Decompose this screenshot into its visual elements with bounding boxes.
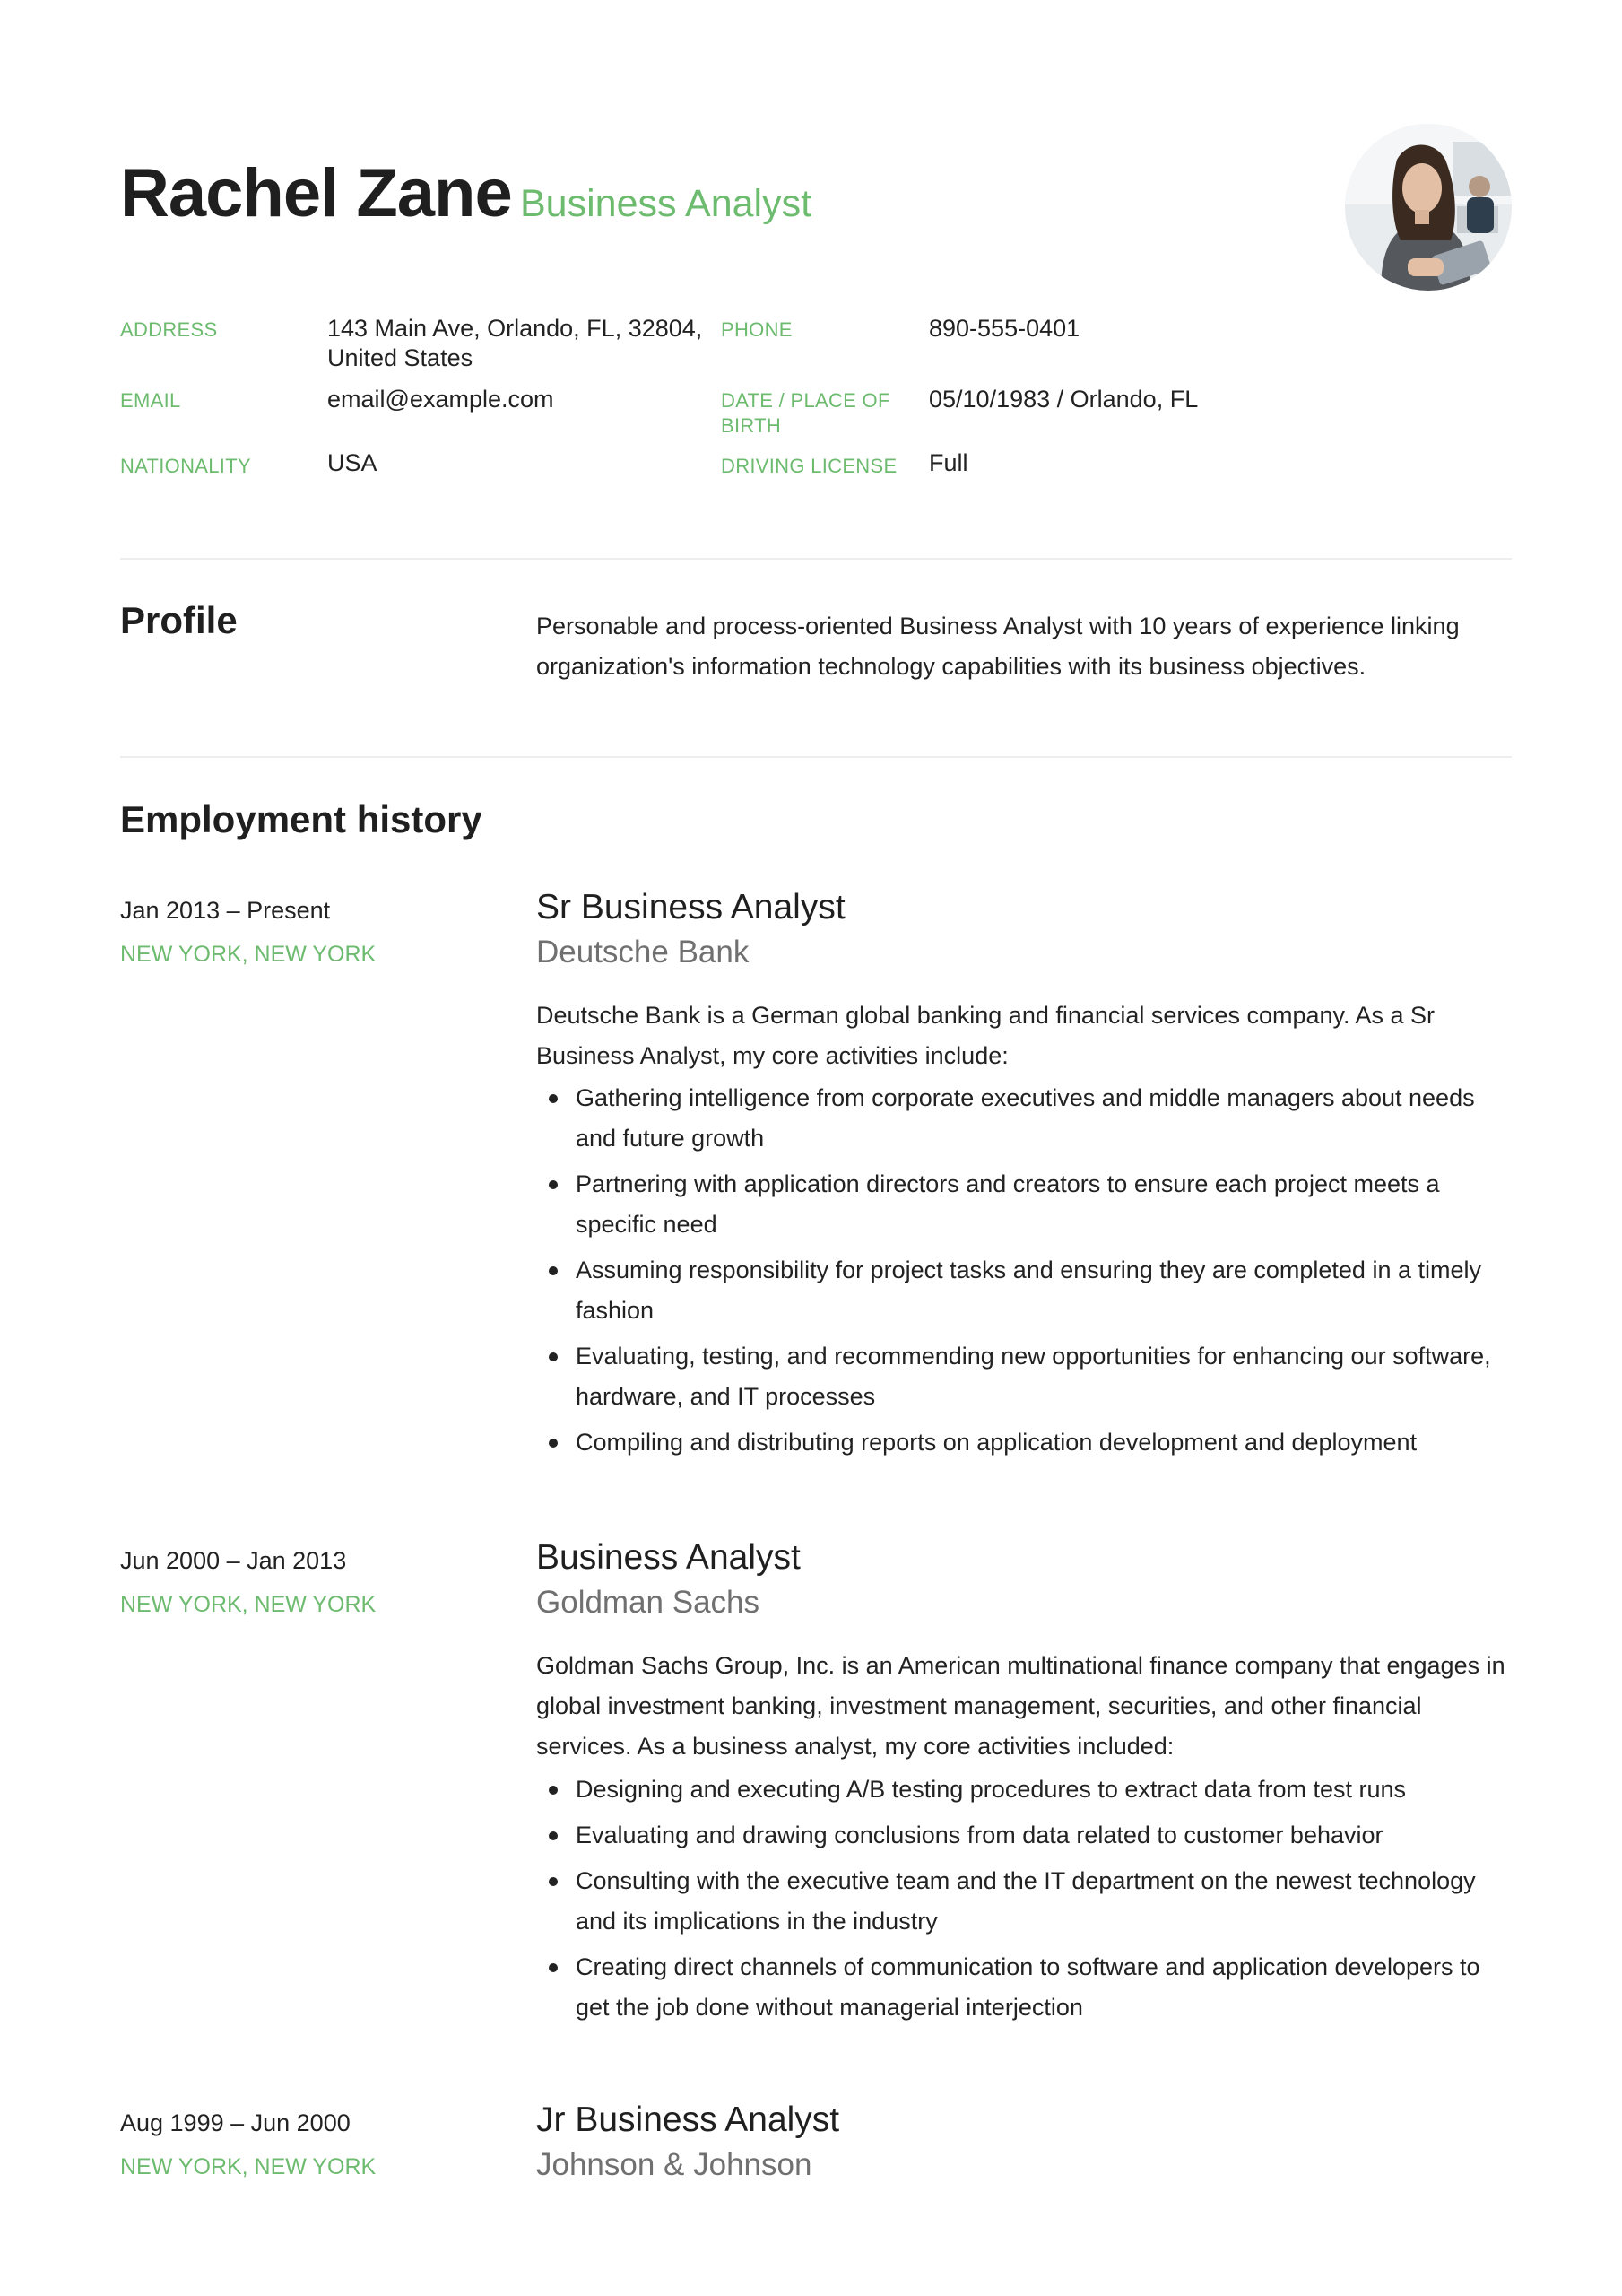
address-line-2: United States (327, 344, 473, 371)
list-item: Gathering intelligence from corporate executives and middle managers about needs and future growth (536, 1078, 1514, 1159)
address-label: ADDRESS (120, 318, 218, 341)
list-item: Designing and executing A/B testing procedures to extract data from test runs (536, 1770, 1514, 1810)
job-location: NEW YORK, NEW YORK (120, 2154, 377, 2179)
list-item: Compiling and distributing reports on application development and deployment (536, 1422, 1514, 1463)
nationality-value: USA (327, 449, 377, 476)
candidate-name: Rachel Zane (120, 155, 512, 231)
employment-heading: Employment history (120, 798, 482, 840)
job-location: NEW YORK, NEW YORK (120, 1592, 377, 1617)
job-title: Sr Business Analyst (536, 888, 846, 926)
list-item: Assuming responsibility for project tasks and ensuring they are completed in a timely fashion (536, 1250, 1514, 1331)
job-location: NEW YORK, NEW YORK (120, 942, 377, 967)
divider (120, 756, 1512, 758)
job-title: Business Analyst (536, 1538, 801, 1577)
nationality-label: NATIONALITY (120, 455, 251, 477)
bullet-icon (549, 1831, 558, 1840)
bullet-icon (549, 1266, 558, 1275)
bullet-icon (549, 1439, 558, 1448)
list-item: Evaluating and drawing conclusions from data related to customer behavior (536, 1815, 1514, 1856)
bullet-icon (549, 1180, 558, 1189)
profile-photo (1345, 124, 1512, 291)
job-description: Goldman Sachs Group, Inc. is an American multinational finance company that engages in global investment banking, investment management, securities, and other financial services. As a business analyst, my core activities included: (536, 1652, 1505, 1760)
dob-label (721, 388, 890, 439)
bullet-icon (549, 1352, 558, 1361)
profile-summary: Personable and process-oriented Business Analyst with 10 years of experience linking organization's information technology capabilities with its business objectives. (536, 613, 1460, 680)
job-dates: Jan 2013 – Present (120, 897, 331, 924)
phone-label: PHONE (721, 318, 793, 341)
license-value: Full (929, 449, 968, 476)
list-item: Creating direct channels of communication to software and application developers to get the job done without managerial interjection (536, 1947, 1514, 2028)
job-company: Goldman Sachs (536, 1585, 760, 1620)
job-dates: Aug 1999 – Jun 2000 (120, 2109, 351, 2136)
bullet-icon (549, 1094, 558, 1103)
list-item: Partnering with application directors and creators to ensure each project meets a specific need (536, 1164, 1514, 1245)
email-value: email@example.com (327, 386, 554, 413)
job-title: Jr Business Analyst (536, 2100, 840, 2139)
address-line-1: 143 Main Ave, Orlando, FL, 32804, (327, 315, 703, 342)
bullet-icon (549, 1963, 558, 1972)
bullet-icon (549, 1786, 558, 1795)
job-dates: Jun 2000 – Jan 2013 (120, 1547, 347, 1574)
job-company: Johnson & Johnson (536, 2147, 812, 2182)
dob-label-line-1: DATE / PLACE OF (721, 389, 890, 412)
license-label: DRIVING LICENSE (721, 455, 898, 477)
bullet-icon (549, 1877, 558, 1886)
candidate-role: Business Analyst (520, 182, 812, 225)
job-description: Deutsche Bank is a German global banking and financial services company. As a Sr Business Analyst, my core activities include: (536, 1002, 1436, 1069)
job-bullet-list (536, 1078, 1514, 1468)
email-label: EMAIL (120, 389, 181, 412)
list-item: Consulting with the executive team and the IT department on the newest technology and its implications in the industry (536, 1861, 1514, 1942)
divider (120, 558, 1512, 560)
address-value (327, 314, 704, 373)
list-item: Evaluating, testing, and recommending new opportunities for enhancing our software, hardware, and IT processes (536, 1336, 1514, 1417)
dob-label-line-2: BIRTH (721, 414, 782, 437)
job-bullet-list (536, 1770, 1514, 2033)
dob-value: 05/10/1983 / Orlando, FL (929, 386, 1199, 413)
job-company: Deutsche Bank (536, 935, 750, 970)
profile-heading: Profile (120, 599, 238, 641)
phone-value: 890-555-0401 (929, 315, 1080, 342)
